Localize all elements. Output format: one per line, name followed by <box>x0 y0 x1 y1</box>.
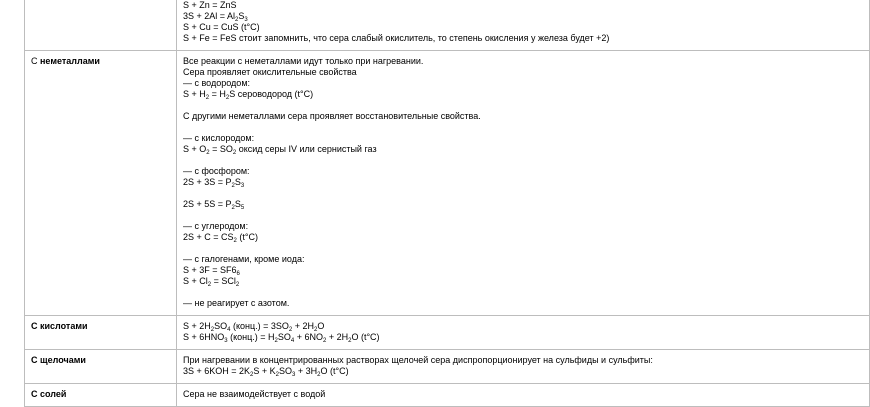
row-head-nonmetals: С неметаллами <box>25 51 177 316</box>
equation-line: $S + 2H_2SO_4$ (конц.) = $3SO_2 + 2H_2O$ <box>183 321 325 333</box>
text-line: — с кислородом: <box>183 133 255 143</box>
text-line: — с углеродом: <box>183 221 249 231</box>
text-line: — с галогенами, кроме иода: <box>183 254 305 264</box>
row-body-metals <box>177 0 870 51</box>
equation-line: $S + Cl_2 = SCl_2$ <box>183 276 240 288</box>
equation-line: $S + O_2 = SO_2$ оксид серы IV или сернистый газ <box>183 144 377 156</box>
text-line: — с фосфором: <box>183 166 250 176</box>
text-line: — с водородом: <box>183 78 251 88</box>
text-line: Сера проявляет окислительные свойства <box>183 67 357 77</box>
text-line: С другими неметаллами сера проявляет восстановительные свойства. <box>183 111 481 121</box>
row-head-acids: С кислотами <box>25 316 177 350</box>
row-body-nonmetals <box>177 51 870 316</box>
equation-line: S + Zn = ZnS <box>183 0 237 10</box>
equation-line: $3S + 2Al = Al_2S_3$ <box>183 11 248 23</box>
table-row-alkalis <box>25 350 870 384</box>
equation-line: $S + 3F = SF6_6$ <box>183 265 240 277</box>
equation-line: S + Fe = FeS стоит запомнить, что сера слабый окислитель, то степень окисления у железа будет +2) <box>183 33 610 43</box>
row-body-salts <box>177 384 870 407</box>
row-body-acids <box>177 316 870 350</box>
row-head-alkalis: С щелочами <box>25 350 177 384</box>
equation-line: $2S + 5S = P_2S_5$ <box>183 199 245 211</box>
row-body-alkalis <box>177 350 870 384</box>
equation-line: $S + H_2 = H_2S$ сероводород (t°C) <box>183 89 314 101</box>
equation-line: $2S + 3S = P_2S_3$ <box>183 177 245 189</box>
text-line: — не реагирует с азотом. <box>183 298 290 308</box>
table-row-metals <box>25 0 870 51</box>
table-row-nonmetals <box>25 51 870 316</box>
text-line: Все реакции с неметаллами идут только при нагревании. <box>183 56 424 66</box>
table-row-salts <box>25 384 870 407</box>
equation-line: $2S + C = CS_2$ (t°C) <box>183 232 258 244</box>
table-row-acids <box>25 316 870 350</box>
text-line: При нагревании в концентрированных растворах щелочей сера диспропорционирует на сульфиды и сульфиты: <box>183 355 653 365</box>
equation-line: $3S + 6KOH = 2K_2S + K_2SO_3 + 3H_2O$ (t°C) <box>183 366 349 378</box>
text-line: Сера не взаимодействует с водой <box>183 389 326 399</box>
row-head-salts: С солей <box>25 384 177 407</box>
row-head-metals <box>25 0 177 51</box>
properties-table <box>24 0 870 407</box>
equation-line: $S + 6HNO_3$ (конц.) = $H_2SO_4 + 6NO_2 + 2H_2O$ (t°C) <box>183 332 380 344</box>
equation-line: S + Cu = CuS (t°C) <box>183 22 260 32</box>
